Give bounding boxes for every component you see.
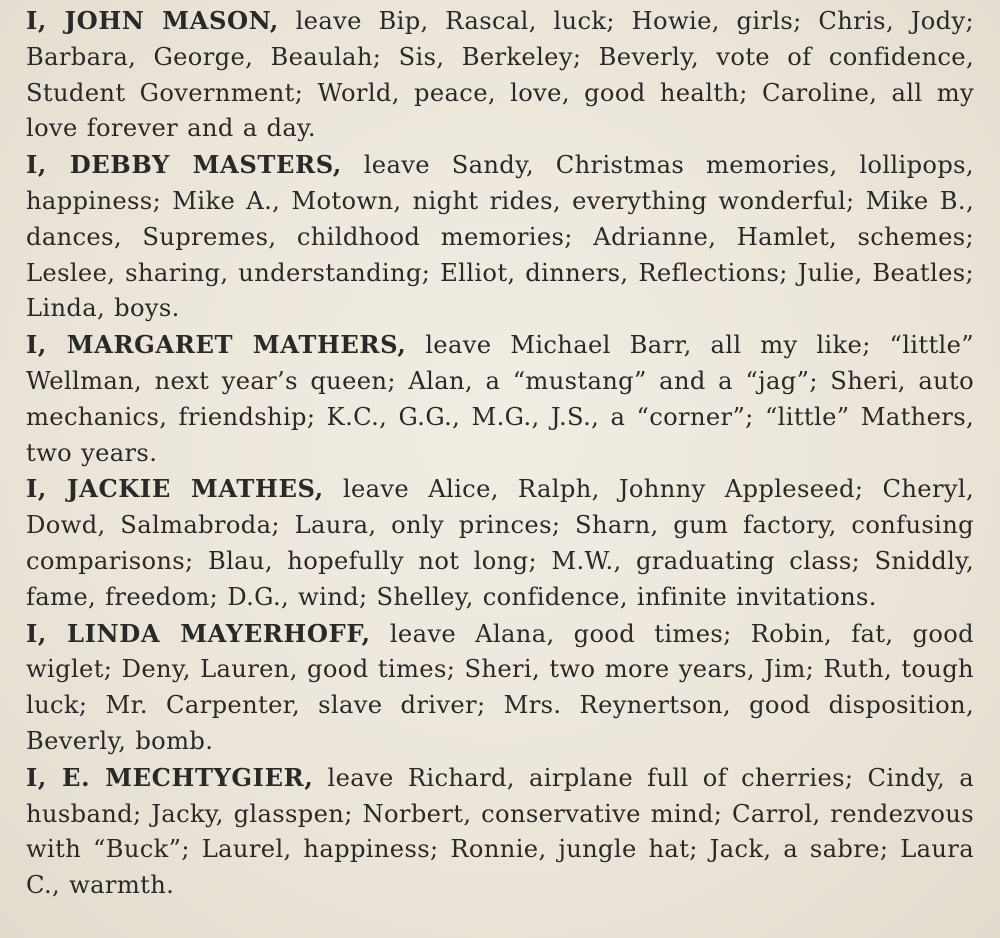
entry-text: leave Bip, Rascal, luck; Howie, girls; Chris, Jody; Barbara, George, Beaulah; Sis, Berkeley; Beverly, vote of confidence, Student Government; World, peace, love, good health; Caroline, all my love forever and a day. — [26, 7, 974, 143]
will-entry-debby-masters — [26, 147, 974, 327]
will-entry-linda-mayerhoff — [26, 616, 974, 760]
entry-text: leave Michael Barr, all my like; “little” Wellman, next year’s queen; Alan, a “mustang” and a “jag”; Sheri, auto mechanics, friendship; K.C., G.G., M.G., J.S., a “corner”; “little” Mathers, two years. — [26, 331, 974, 467]
entry-name: I, JOHN MASON, — [26, 6, 279, 35]
will-entry-john-mason — [26, 3, 974, 147]
entry-name: I, JACKIE MATHES, — [26, 474, 324, 504]
entry-name: I, MARGARET MATHERS, — [26, 330, 407, 360]
entry-name: I, E. MECHTYGIER, — [26, 762, 314, 792]
entry-name: I, DEBBY MASTERS, — [26, 150, 342, 180]
will-entry-margaret-mathers — [26, 327, 974, 471]
entry-text: leave Alana, good times; Robin, fat, good wiglet; Deny, Lauren, good times; Sheri, two more years, Jim; Ruth, tough luck; Mr. Carpenter, slave driver; Mrs. Reynertson, good disposition, Beverly, bomb. — [26, 619, 974, 755]
entry-text: leave Richard, airplane full of cherries; Cindy, a husband; Jacky, glasspen; Norbert, conservative mind; Carrol, rendezvous with “Buck”; Laurel, happiness; Ronnie, jungle hat; Jack, a sabre; Laura C., warmth. — [26, 763, 974, 900]
entry-name: I, LINDA MAYERHOFF, — [26, 618, 371, 648]
entry-text: leave Sandy, Christmas memories, lollipops, happiness; Mike A., Motown, night rides, everything wonderful; Mike B., dances, Supremes, childhood memories; Adrianne, Hamlet, schemes; Leslee, sharing, understanding; Elliot, dinners, Reflections; Julie, Beatles; Linda, boys. — [26, 151, 974, 323]
will-entry-jackie-mathes — [26, 471, 974, 615]
will-entry-e-mechtygier — [26, 760, 974, 904]
entry-text: leave Alice, Ralph, Johnny Appleseed; Cheryl, Dowd, Salmabroda; Laura, only princes; Sharn, gum factory, confusing comparisons; Blau, hopefully not long; M.W., graduating class; Sniddly, fame, freedom; D.G., wind; Shelley, confidence, infinite invitations. — [26, 475, 974, 611]
